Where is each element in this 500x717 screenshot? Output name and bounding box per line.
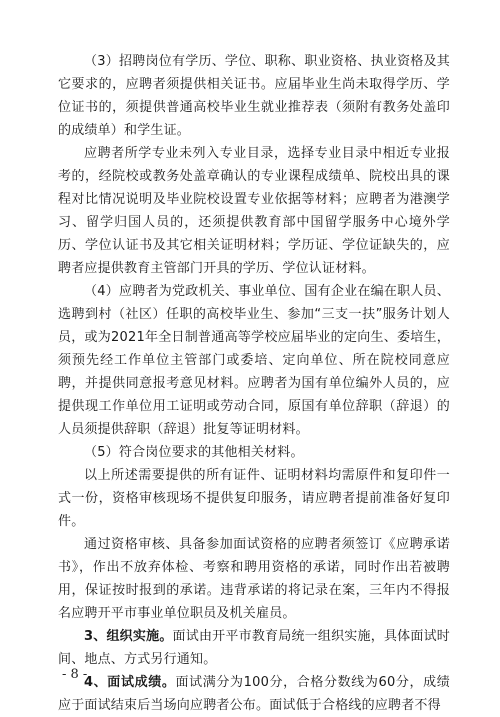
paragraph-other-materials: （5）符合岗位要求的其他相关材料。 xyxy=(84,445,304,460)
paragraph-in-service-applicants: （4）应聘者为党政机关、事业单位、国有企业在编在职人员、选聘到村（社区）任职的高校毕业生、参加“三支一扶”服务计划人员，或为2021年全日制普通高等学校应届毕业的定向生、委培生，须预先经工作单位主管部门或委培、定向单位、所在院校同意应聘，并提供同意报考意见材料。应聘者为国有单位编外人员的，应提供现工作单位用工证明或劳动合同，原国有单位辞职（辞退）的人员须提供辞职（辞退）批复等证明材料。 xyxy=(58,284,450,437)
page-number: - 8 - xyxy=(62,667,88,682)
paragraph-organization xyxy=(58,625,450,671)
document-body xyxy=(58,50,450,717)
organization-text: 面试由开平市教育局统一组织实施，具体面试时间、地点、方式另行通知。 xyxy=(58,629,451,667)
interview-score-text: 面试满分为100分，合格分数线为60分，成绩应于面试结束后当场向应聘者公布。面试低于合格线的应聘者不得 xyxy=(58,675,450,713)
heading-organization: 3、组织实施。 xyxy=(84,629,173,644)
paragraph-original-and-copies: 以上所述需要提供的所有证件、证明材料均需原件和复印件一式一份，资格审核现场不提供复印服务，请应聘者提前准备好复印件。 xyxy=(58,468,450,529)
heading-interview-score: 4、面试成绩。 xyxy=(84,675,176,690)
paragraph-commitment-letter: 通过资格审核、具备参加面试资格的应聘者须签订《应聘承诺书》，作出不放弃体检、考察和聘用资格的承诺，同时作出若被聘用，保证按时报到的承诺。违背承诺的将记录在案，三年内不得报名应聘开平市事业单位职员及机关雇员。 xyxy=(58,537,450,621)
paragraph-interview-score xyxy=(58,671,450,717)
paragraph-requirements-certificates: （3）招聘岗位有学历、学位、职称、职业资格、执业资格及其它要求的，应聘者须提供相关证书。应届毕业生尚未取得学历、学位证书的，须提供普通高校毕业生就业推荐表（须附有教务处盖印的成绩单）和学生证。 xyxy=(58,54,450,138)
paragraph-major-not-listed: 应聘者所学专业未列入专业目录，选择专业目录中相近专业报考的，经院校或教务处盖章确认的专业课程成绩单、院校出具的课程对比情况说明及毕业院校设置专业依据等材料；应聘者为港澳学习、留学归国人员的，还须提供教育部中国留学服务中心境外学历、学位认证书及其它相关证明材料；学历证、学位证缺失的，应聘者应提供教育主管部门开具的学历、学位认证材料。 xyxy=(58,146,450,276)
